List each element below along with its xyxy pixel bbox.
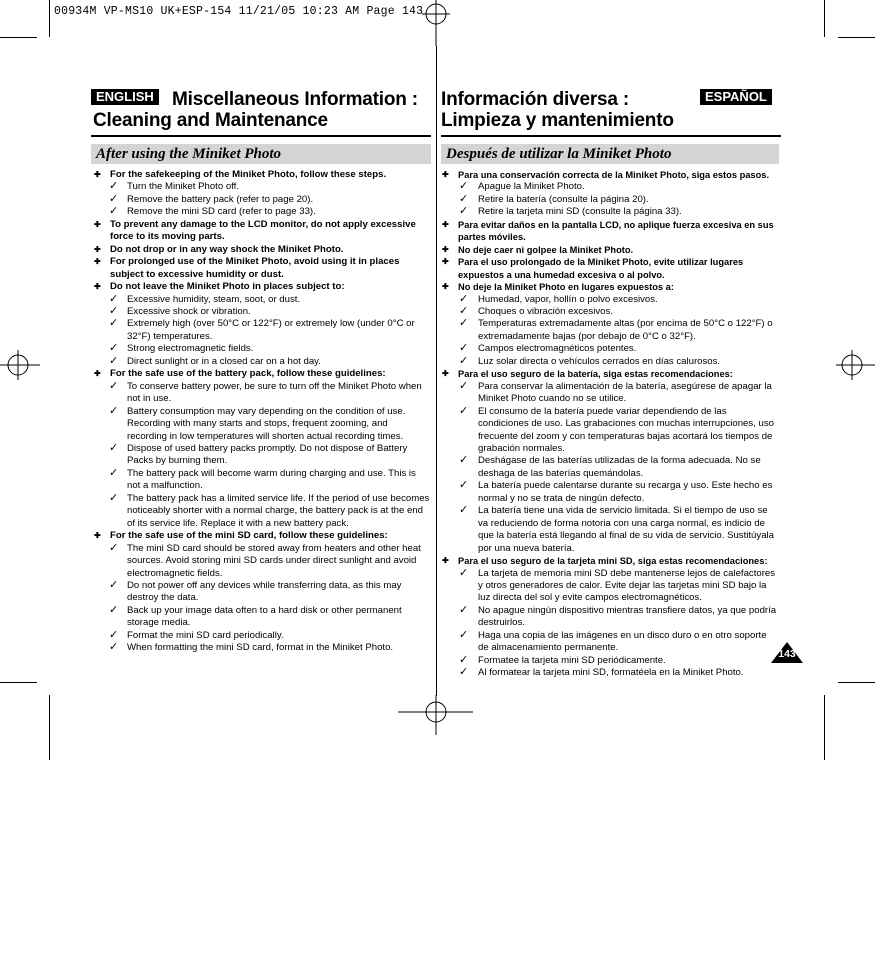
check-item-text: El consumo de la batería puede variar dependiendo de las condiciones de uso. Las grabaciones con muchas interrupciones, uso frecuente del zoom y con temperaturas bajas acortará los tiempos de grabación normales. xyxy=(478,405,774,454)
check-item xyxy=(442,480,779,505)
section-heading-english: After using the Miniket Photo xyxy=(91,144,431,164)
check-item-text: No apague ningún dispositivo mientras transfiere datos, ya que podría destruirlos. xyxy=(478,604,777,629)
check-item xyxy=(442,318,779,343)
bullet-header: ✚ Para el uso seguro de la tarjeta mini SD, siga estas recomendaciones: xyxy=(442,555,779,567)
check-item xyxy=(442,605,779,630)
title-line-1: Información diversa : xyxy=(441,89,629,110)
checkmark-icon: ✓ xyxy=(109,466,119,479)
check-item-text: Choques o vibración excesivos. xyxy=(478,305,613,317)
bullet-header: ✚ Para el uso prolongado de la Miniket Photo, evite utilizar lugares expuestos a una humedad excesiva o al polvo. xyxy=(442,256,779,281)
check-item xyxy=(94,468,430,493)
check-item-text: Para conservar la alimentación de la batería, asegúrese de apagar la Miniket Photo cuando no se utilice. xyxy=(478,380,772,405)
checkmark-icon: ✓ xyxy=(459,454,469,467)
check-item xyxy=(442,630,779,655)
check-item xyxy=(442,343,779,355)
check-item xyxy=(442,181,779,193)
check-item-text: Direct sunlight or in a closed car on a hot day. xyxy=(127,355,321,367)
checkmark-icon: ✓ xyxy=(109,441,119,454)
checkmark-icon: ✓ xyxy=(109,628,119,641)
check-item-text: La tarjeta de memoria mini SD debe mantenerse lejos de calefactores y otros generadores de calor. Evite dejar las tarjetas mini SD bajo la luz directa del sol y evite campos electromagnéticos. xyxy=(478,567,776,604)
bullet-group xyxy=(442,256,779,281)
title-line-2: Cleaning and Maintenance xyxy=(93,110,328,131)
check-item xyxy=(94,318,430,343)
check-item xyxy=(94,406,430,443)
check-item-text: Haga una copia de las imágenes en un disco duro o en otro soporte de almacenamiento permanente. xyxy=(478,629,767,654)
section-heading-spanish: Después de utilizar la Miniket Photo xyxy=(441,144,779,164)
bullet-group xyxy=(442,219,779,244)
registration-mark-icon xyxy=(836,350,875,380)
bullet-header: ✚ No deje caer ni golpee la Miniket Photo. xyxy=(442,244,779,256)
checkmark-icon: ✓ xyxy=(459,628,469,641)
checkmark-icon: ✓ xyxy=(109,317,119,330)
check-item-text: To conserve battery power, be sure to turn off the Miniket Photo when not in use. xyxy=(127,380,422,405)
bullet-group xyxy=(94,281,430,368)
bullet-group xyxy=(442,555,779,680)
check-item-text: Apague la Miniket Photo. xyxy=(478,181,585,193)
checkmark-icon: ✓ xyxy=(109,578,119,591)
check-item-text: Campos electromagnéticos potentes. xyxy=(478,343,637,355)
checkmark-icon: ✓ xyxy=(109,342,119,355)
check-item xyxy=(442,206,779,218)
checkmark-icon: ✓ xyxy=(459,342,469,355)
title-line-1: Miscellaneous Information : xyxy=(172,89,418,110)
check-item-text: Strong electromagnetic fields. xyxy=(127,343,254,355)
check-item-text: Remove the battery pack (refer to page 20). xyxy=(127,193,314,205)
checkmark-icon: ✓ xyxy=(109,292,119,305)
check-item xyxy=(442,381,779,406)
checkmark-icon: ✓ xyxy=(109,379,119,392)
check-item-text: Luz solar directa o vehículos cerrados en días calurosos. xyxy=(478,355,721,367)
check-item-text: Battery consumption may vary depending on the condition of use. Recording with many starts and stops, frequent zooming, and recording in low temperatures will shorten actual recording times. xyxy=(127,405,406,442)
check-item-text: Retire la batería (consulte la página 20). xyxy=(478,193,649,205)
check-item-text: Temperaturas extremadamente altas (por encima de 50°C o 122°F) o extremadamente bajas (por debajo de 0°C o 32°F). xyxy=(478,318,773,342)
check-item xyxy=(442,667,779,679)
check-item xyxy=(94,493,430,530)
checkmark-icon: ✓ xyxy=(109,304,119,317)
check-item xyxy=(94,543,430,580)
checkmark-icon: ✓ xyxy=(459,404,469,417)
check-item xyxy=(94,306,430,318)
check-item-text: When formatting the mini SD card, format in the Miniket Photo. xyxy=(127,642,394,654)
registration-mark-icon xyxy=(398,695,473,735)
check-item xyxy=(442,294,779,306)
check-item-text: Remove the mini SD card (refer to page 33). xyxy=(127,206,316,218)
crop-mark xyxy=(824,695,825,760)
page-title-english xyxy=(93,89,418,131)
lang-badge-spanish: ESPAÑOL xyxy=(700,89,772,105)
check-item xyxy=(94,294,430,306)
bullet-header: ✚ Para una conservación correcta de la Miniket Photo, siga estos pasos. xyxy=(442,169,779,181)
check-item xyxy=(442,505,779,555)
check-item xyxy=(94,642,430,654)
checkmark-icon: ✓ xyxy=(459,603,469,616)
checkmark-icon: ✓ xyxy=(459,504,469,517)
check-item-text: La batería tiene una vida de servicio limitada. Si el tiempo de uso se va reduciendo de forma notoria con una carga normal, es indicio de que la batería está llegando al final de su vida de servicio. Sustitúyala por una nueva batería. xyxy=(478,505,774,554)
bullet-group xyxy=(94,530,430,655)
bullet-header: ✚ No deje la Miniket Photo en lugares expuestos a: xyxy=(442,281,779,293)
crop-mark xyxy=(0,682,37,683)
check-item-text: The battery pack has a limited service life. If the period of use becomes noticeably shorter with a normal charge, the battery pack is at the end of its service life. Replace it with a new battery pack. xyxy=(127,492,430,529)
checkmark-icon: ✓ xyxy=(109,205,119,218)
title-rule-english xyxy=(91,135,431,137)
check-item xyxy=(442,194,779,206)
bullet-header: ✚ For prolonged use of the Miniket Photo, avoid using it in places subject to excessive humidity or dust. xyxy=(94,256,430,281)
checkmark-icon: ✓ xyxy=(109,354,119,367)
crop-mark xyxy=(49,0,50,37)
check-item xyxy=(442,406,779,456)
content-spanish xyxy=(442,169,779,680)
check-item-text: Extremely high (over 50°C or 122°F) or extremely low (under 0°C or 32°F) temperatures. xyxy=(127,318,415,342)
crop-mark xyxy=(824,0,825,37)
check-item-text: Humedad, vapor, hollín o polvo excesivos. xyxy=(478,293,658,305)
check-item-text: Turn the Miniket Photo off. xyxy=(127,181,239,193)
check-item xyxy=(94,605,430,630)
bullet-group xyxy=(94,244,430,256)
bullet-group xyxy=(94,368,430,530)
registration-mark-icon xyxy=(0,350,40,380)
checkmark-icon: ✓ xyxy=(459,566,469,579)
bullet-header: ✚ For the safekeeping of the Miniket Photo, follow these steps. xyxy=(94,169,430,181)
printer-slug: 00934M VP-MS10 UK+ESP-154 11/21/05 10:23 AM Page 143 xyxy=(54,5,424,18)
checkmark-icon: ✓ xyxy=(109,192,119,205)
title-rule-spanish xyxy=(441,135,781,137)
checkmark-icon: ✓ xyxy=(459,292,469,305)
check-item xyxy=(94,343,430,355)
bullet-group xyxy=(442,169,779,219)
bullet-group xyxy=(94,256,430,281)
title-line-2: Limpieza y mantenimiento xyxy=(441,110,674,131)
bullet-group xyxy=(442,244,779,256)
check-item xyxy=(94,194,430,206)
crop-mark xyxy=(49,695,50,760)
checkmark-icon: ✓ xyxy=(459,653,469,666)
bullet-group xyxy=(442,368,779,555)
checkmark-icon: ✓ xyxy=(459,192,469,205)
page-number: 143 xyxy=(778,648,796,660)
bullet-group xyxy=(442,281,779,368)
page-title-spanish xyxy=(441,89,674,131)
bullet-header: ✚ Para el uso seguro de la batería, siga estas recomendaciones: xyxy=(442,368,779,380)
check-item-text: Retire la tarjeta mini SD (consulte la página 33). xyxy=(478,206,682,218)
crop-mark xyxy=(0,37,37,38)
check-item xyxy=(94,206,430,218)
check-item-text: The battery pack will become warm during charging and use. This is not a malfunction. xyxy=(127,467,416,492)
check-item xyxy=(442,455,779,480)
check-item xyxy=(94,381,430,406)
bullet-header: ✚ To prevent any damage to the LCD monitor, do not apply excessive force to its moving parts. xyxy=(94,219,430,244)
check-item-text: Deshágase de las baterías utilizadas de la forma adecuada. No se deshaga de las baterías quemándolas. xyxy=(478,455,761,479)
check-item-text: Al formatear la tarjeta mini SD, formatéela en la Miniket Photo. xyxy=(478,667,744,679)
checkmark-icon: ✓ xyxy=(459,354,469,367)
center-divider xyxy=(436,46,437,696)
crop-mark xyxy=(838,37,875,38)
check-item xyxy=(442,356,779,368)
bullet-group xyxy=(94,219,430,244)
checkmark-icon: ✓ xyxy=(459,180,469,193)
page-number-badge xyxy=(771,642,803,663)
bullet-group xyxy=(94,169,430,219)
check-item xyxy=(94,356,430,368)
checkmark-icon: ✓ xyxy=(109,180,119,193)
check-item-text: La batería puede calentarse durante su recarga y uso. Este hecho es normal y no se trata de ningún defecto. xyxy=(478,480,773,504)
bullet-header: ✚ Do not drop or in any way shock the Miniket Photo. xyxy=(94,244,430,256)
check-item xyxy=(442,306,779,318)
checkmark-icon: ✓ xyxy=(109,641,119,654)
check-item xyxy=(94,580,430,605)
check-item xyxy=(94,630,430,642)
check-item xyxy=(94,181,430,193)
bullet-header: ✚ For the safe use of the battery pack, follow these guidelines: xyxy=(94,368,430,380)
check-item-text: Dispose of used battery packs promptly. Do not dispose of Battery Packs by burning them. xyxy=(127,442,408,467)
checkmark-icon: ✓ xyxy=(459,317,469,330)
check-item-text: Excessive humidity, steam, soot, or dust. xyxy=(127,293,301,305)
check-item-text: Do not power off any devices while transferring data, as this may destroy the data. xyxy=(127,579,402,604)
checkmark-icon: ✓ xyxy=(459,379,469,392)
crop-mark xyxy=(838,682,875,683)
checkmark-icon: ✓ xyxy=(109,603,119,616)
content-english xyxy=(94,169,430,655)
checkmark-icon: ✓ xyxy=(459,479,469,492)
check-item xyxy=(442,568,779,605)
checkmark-icon: ✓ xyxy=(459,205,469,218)
check-item-text: Excessive shock or vibration. xyxy=(127,305,251,317)
registration-mark-icon xyxy=(420,0,452,48)
checkmark-icon: ✓ xyxy=(109,541,119,554)
checkmark-icon: ✓ xyxy=(459,666,469,679)
checkmark-icon: ✓ xyxy=(109,491,119,504)
check-item xyxy=(94,443,430,468)
check-item-text: Formatee la tarjeta mini SD periódicamente. xyxy=(478,654,666,666)
checkmark-icon: ✓ xyxy=(459,304,469,317)
check-item-text: Format the mini SD card periodically. xyxy=(127,629,284,641)
checkmark-icon: ✓ xyxy=(109,404,119,417)
bullet-header: ✚ Do not leave the Miniket Photo in places subject to: xyxy=(94,281,430,293)
bullet-header: ✚ For the safe use of the mini SD card, follow these guidelines: xyxy=(94,530,430,542)
bullet-header: ✚ Para evitar daños en la pantalla LCD, no aplique fuerza excesiva en sus partes móviles. xyxy=(442,219,779,244)
check-item-text: The mini SD card should be stored away from heaters and other heat sources. Avoid storing mini SD cards under direct sunlight and avoid electromagnetic fields. xyxy=(127,542,421,579)
lang-badge-english: ENGLISH xyxy=(91,89,159,105)
check-item xyxy=(442,655,779,667)
check-item-text: Back up your image data often to a hard disk or other permanent storage media. xyxy=(127,604,402,629)
